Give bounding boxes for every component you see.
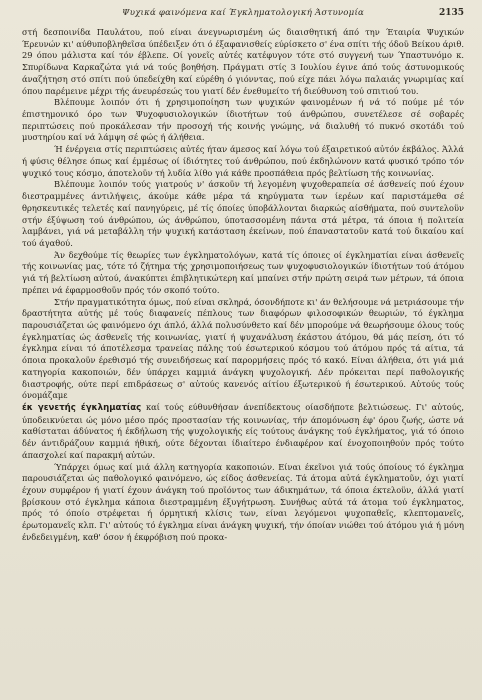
paragraph-1 bbox=[22, 27, 464, 97]
paragraph-text: στή δεσποινίδα Παυλάτου, πού είναι άνεγνωρισμένη ώς διαισθητική άπό την Έταιρία Ψυχικών Έρευνών κι' αύθυποβληθεῖσα ύπέδειξεν ότι ό έξαφανισθείς εύρίσκετο σ' ένα σπίτι τής όδοϋ Βείκου άριθ. 29 όπου μάλιστα καί τόν έβλεπε. Οί γονεῖς αὐτές κατέφυγον τότε στό συγγενή των Ύπαστυνόμο κ. Σπυρίδωνα Καρκαζώτα γιά νά τούς βοηθήση. Πράγματι στίς 3 Ιουλίου έγινε άπό τούς άστυνομικούς άναζήτηση στό σπίτι πού ύπεδείχθη καί εύρέθη ό γιόνντας, πού είχε πάει λόγω παλαιάς γνωριμίας καί όπου παρέμεινε μέχρι τής άνευρέσεώς του γιατί δέν ένεθυμείτο τή διεύθυνση τού σπιτιού του. bbox=[22, 27, 464, 96]
paragraph-text: Ύπάρχει όμως καί μιά άλλη κατηγορία κακοποιών. Είναι έκεῖνοι γιά τούς όποίους τό έγκλημα παρουσιάζεται ώς παθολογικό φαινόμενο, ώς είδος άσθενείας. Τά άτομα αὐτά έγκληματοῦν, όχι γιατί έχουν συμφέρον ή γιατί έχουν άνάγκη τού προϊόντος των άδικημάτων, τά όποια έκτελοϋν, άλλά γιατί βρίσκουν στό έγκλημα κάποια διεστραμμένη έξυγήτρωση. Συνήθως αὐτά τά άτομα τού έγκληματος, πρός τό όποίο στρέφεται ή όρμητική κλίσις των, είναι λεγόμενοι ψυχοπαθεῖς, κλεπτομανεῖς, έρωτομανεῖς κλπ. Γι' αὐτούς τό έγκλημα είναι άνάγκη ψυχική, τήν όποίαν νιώθει τού άτόμου γιά ή μόνη ένδεδειγμένη, καθ' όσον ή έκφρόβιση πού προκα- bbox=[22, 461, 464, 542]
page-number: 2135 bbox=[438, 8, 464, 18]
paragraph-text: Βλέπουμε λοιπόν τούς γιατρούς ν' άσκοϋν τή λεγομένη ψυχοθεραπεία σέ άσθενείς πού έχουν διεστραμμένες άντιλήψεις, άκούμε κάθε μέρα τά κηρύγματα των ίερέων καί παριστάμεθα σέ θρησκευτικές τελετές καί πανηγύρεις, μέ τίς όποίες ύποβάλλονται διαρκώς αίσθήματα, πού συντελοϋν στήν έξύψωση τού άνθρώπου, ώς άνθρώπου, ύποτασσομένη πάντα στά μέτρα, τά όποια ή πολιτεία λαμβάνει, γιά νά μεταβάλλη τήν ψυχική κατάσταση έκείνων, πού έπαναστατοϋν κατά τού δικαίου καί τού άγαθού. bbox=[22, 179, 464, 248]
paragraph-text: Άν δεχθούμε τίς θεωρίες των έγκληματολόγων, κατά τίς όποιες οί έγκληματίαι είναι άσθενεῖς τής κοινωνίας μας, τότε τό ζήτημα τής χρησιμοποιήσεως των ψυχοφυσιολογικών ίδιοτήτων τού άτόμου γιά τή βελτίωση αὐτού, άνακύπτει έπιβλητικώτερη καί μπαίνει στήν πρώτη σειρά των μέτρων, τά όποια πρέπει νά έφαρμοσθοϋν πρός τόν σκοπό τούτο. bbox=[22, 249, 464, 295]
body-text bbox=[22, 27, 464, 544]
paragraph-6 bbox=[22, 297, 464, 402]
paragraph-5 bbox=[22, 250, 464, 297]
paragraph-text: Βλέπουμε λοιπόν ότι ή χρησιμοποίηση των ψυχικών φαινομένων ή νά τό πούμε μέ τόν έπιστημονικό όρο των Ψυχοφυσιολογικών ίδιοτήτων τού άνθρώπου, συνετέλεσε σέ σοβαρές περιπτώσεις πού προκάλεσαν τήν προσοχή τής κοινής γνώμης, νά διαλυθή τό πυκνό σκοτάδι τού μυστηρίου καί νά λάμψη σέ φώς ή άλήθεια. bbox=[22, 97, 464, 143]
paragraph-8 bbox=[22, 462, 464, 544]
paragraph-text: καί τούς εύθυνθήσαν άνεπίδεκτους οίασδήποτε βελτιώσεως. Γι' αὐτούς, ύποδεικνύεται ώς μόνο μέσο πρός προστασίαν τής κοινωνίας, τήν άπομόνωση έφ' όρου ζωής, ώστε νά καθίσταται άδύνατος ή έκδήλωση τής ψυχολογικής είς τούτους άνάγκης τού έγκλήματος, γιά τό όποιο δέν άντιδράζουν καμμιά ήθική, ούτε δέχονται ίδιαίτερο ένδιαφέρον καί ένοχοποιηθούν πρός τούτο άπασχολεί καί παρακμή αὐτών. bbox=[22, 402, 464, 460]
paragraph-7 bbox=[22, 402, 464, 462]
paragraph-text: Ή ένέργεια στίς περιπτώσεις αὐτές ήταν άμεσος καί λόγω τού έξαιρετικού αὐτόν έκβάλος. Άλλά ή φύσις θέλησε όπως καί έμμέσως οί ίδιότητες τού άνθρώπου, πού έκδηλώνονν κατά φυσικό τρόπο τόν ψυχικό τους κόσμο, άποτελοϋν τή λυδία λίθο γιά κάθε προσπάθεια πρός βελτίωση τής κοινωνίας. bbox=[22, 144, 464, 178]
paragraph-text: Στήν πραγματικότητα όμως, πού είναι σκληρά, όσονδήποτε κι' άν θελήσουμε νά μετριάσουμε τήν δραστήτητα αὐτής μέ τούς διαφανείς πέπλους των διαφόρων φιλοσοφικών θεωριών, τό έγκλημα παρουσιάζεται ώς φαινόμενο όχι άπλό, άλλά πολυσύνθετο καί δέν μπορούμε νά θεωρήσουμε όλους τούς έγκληματίας ώς άσθενεῖς τής κοινωνίας, γιατί ή ψυχανάλυση έκάστου άτόμου, θά μάς πείση, ότι τό έγκλημα είναι τό άποτέλεσμα τρανείας πάλης τού έσωτερικού κόσμου τού άτόμου πρός τά αίτια, τά όποια προκαλοϋν έρεθισμό τής συνειδήσεως καί παρορμήσεις πρός τό κακό. Είναι άλήθεια, ότι γιά μιά κατηγορία κακοποιών, δέν ύπάρχει καμμιά άνάγκη ψυχολογική. Δέν πρόκειται περί παθολογικής διαστροφής, ούτε περί επιδράσεως σ' αὐτούς κανενός αίτίου έξωτερικού ή έσωτερικού. Αὐτούς τούς όνομάζαμε bbox=[22, 296, 464, 401]
emphasized-term: έκ γενετής έγκληματίας bbox=[22, 403, 142, 413]
paragraph-3 bbox=[22, 144, 464, 179]
paragraph-4 bbox=[22, 179, 464, 249]
paragraph-2 bbox=[22, 97, 464, 144]
running-header bbox=[22, 8, 464, 22]
running-title: Ψυχικά φαινόμενα καί Έγκληματολογική Άστυνομία bbox=[121, 8, 365, 18]
